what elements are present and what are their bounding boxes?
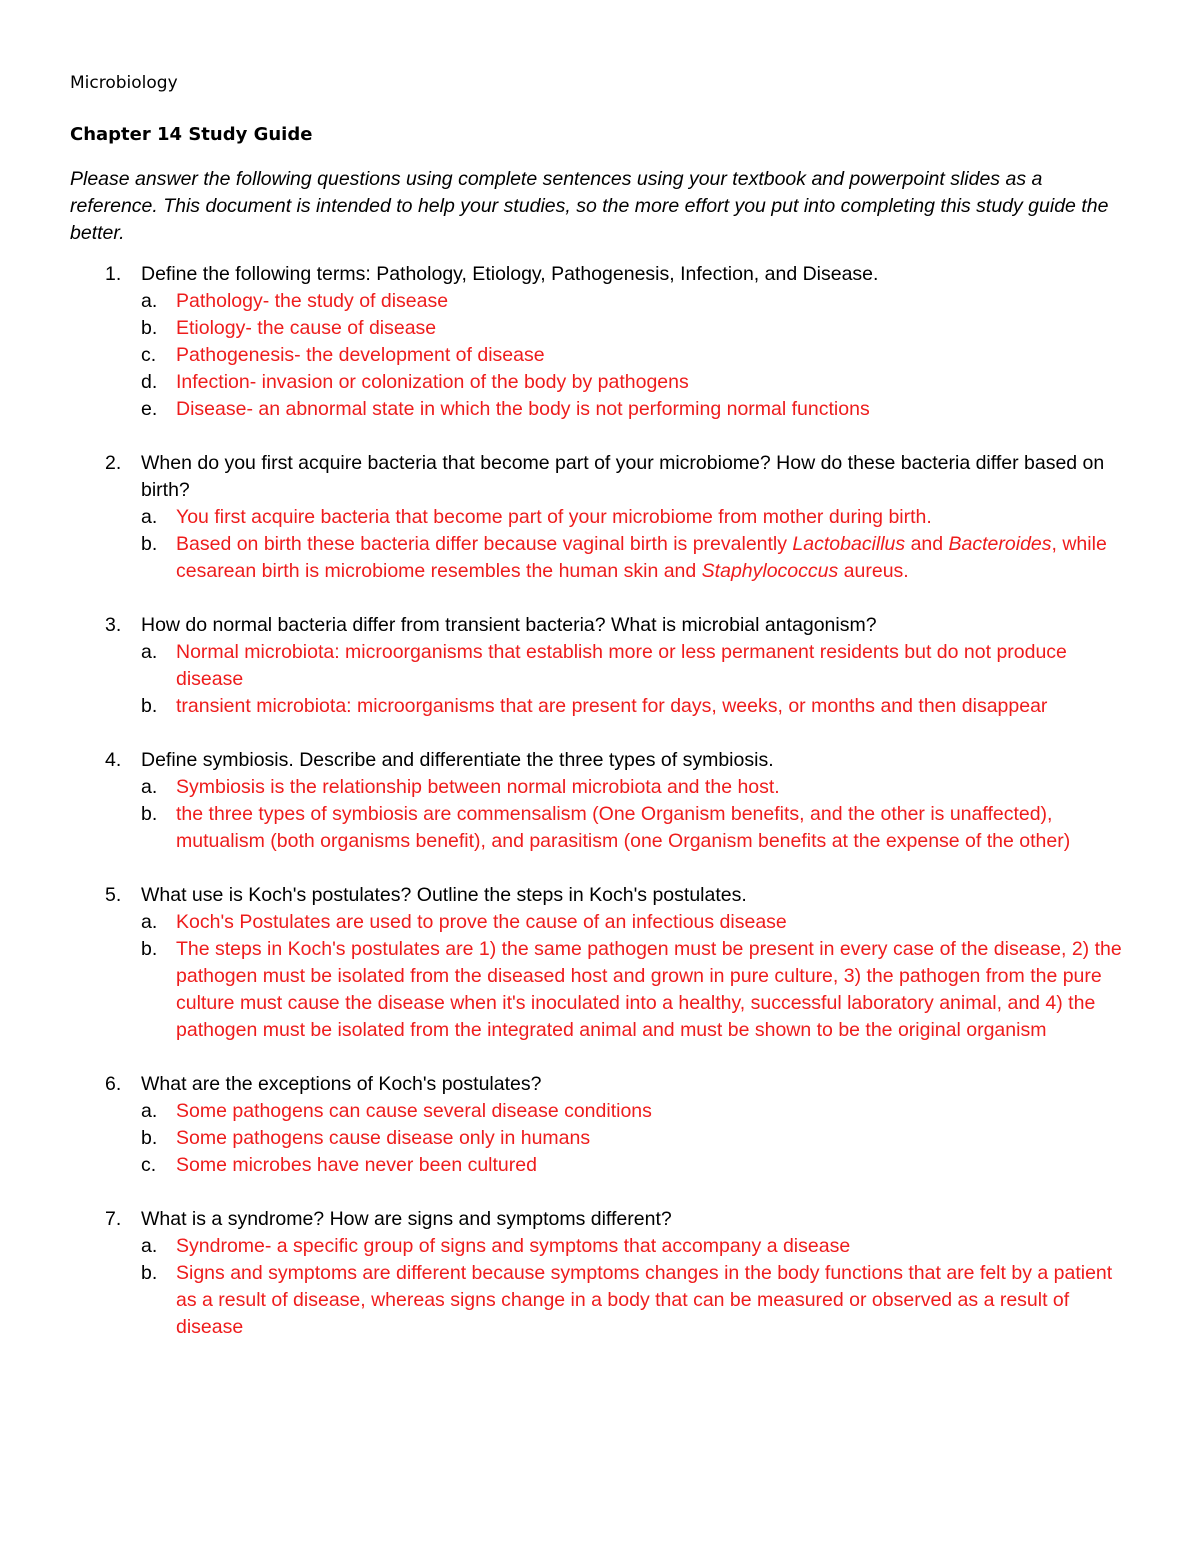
answer-text: transient microbiota: microorganisms that are present for days, weeks, or months and then disappear [176, 695, 1048, 717]
answer-text: the three types of symbiosis are commensalism (One Organism benefits, and the other is unaffected), mutualism (both organisms benefit), and parasitism (one Organism benefits at the expense of the other) [176, 803, 1071, 852]
answer-letter: a. [141, 506, 158, 528]
species-name: Bacteroides [948, 533, 1052, 555]
answer-text: Pathology- the study of disease [176, 290, 449, 312]
question-text: What are the exceptions of Koch's postulates? [141, 1073, 542, 1095]
species-name: Lactobacillus [792, 533, 906, 555]
question-number: 5. [105, 884, 122, 906]
answer-item [0, 639, 1200, 693]
answer-letter: b. [141, 317, 158, 339]
answer-letter: a. [141, 290, 158, 312]
question-number: 7. [105, 1208, 122, 1230]
answer-text: Symbiosis is the relationship between normal microbiota and the host. [176, 776, 780, 798]
answer-text: Infection- invasion or colonization of the body by pathogens [176, 371, 689, 393]
question-number: 6. [105, 1073, 122, 1095]
question-text: How do normal bacteria differ from transient bacteria? What is microbial antagonism? [141, 614, 877, 636]
answer-letter: b. [141, 533, 158, 555]
answer-item [0, 1233, 1200, 1260]
answer-item [0, 909, 1200, 936]
answer-item [0, 531, 1200, 585]
answer-text: Etiology- the cause of disease [176, 317, 437, 339]
question-list [0, 261, 1200, 1368]
instructions-paragraph: Please answer the following questions using complete sentences using your textbook and powerpoint slides as a reference. This document is intended to help your studies, so the more effort you put into completing this study guide the better. [70, 168, 1109, 244]
answer-text: Syndrome- a specific group of signs and symptoms that accompany a disease [176, 1235, 851, 1257]
answer-list [0, 504, 1200, 585]
answer-text: Signs and symptoms are different because symptoms changes in the body functions that are felt by a patient as a result of disease, whereas signs change in a body that can be measured or observed as a result of disease [176, 1262, 1113, 1338]
answer-letter: b. [141, 938, 158, 960]
answer-letter: d. [141, 371, 158, 393]
answer-item [0, 693, 1200, 720]
answer-item [0, 936, 1200, 1044]
question-4 [0, 747, 1200, 855]
answer-letter: e. [141, 398, 158, 420]
answer-text-part: Based on birth these bacteria differ because vaginal birth is prevalently [176, 533, 793, 555]
question-3 [0, 612, 1200, 720]
course-name: Microbiology [70, 73, 178, 93]
answer-item [0, 801, 1200, 855]
answer-item [0, 369, 1200, 396]
answer-item [0, 288, 1200, 315]
question-row [0, 1071, 1200, 1098]
answer-text: Pathogenesis- the development of disease [176, 344, 545, 366]
answer-letter: a. [141, 776, 158, 798]
question-row [0, 261, 1200, 288]
answer-list [0, 909, 1200, 1044]
answer-text: You first acquire bacteria that become part of your microbiome from mother during birth. [176, 506, 932, 528]
answer-letter: b. [141, 695, 158, 717]
answer-text: Disease- an abnormal state in which the body is not performing normal functions [176, 398, 870, 420]
answer-letter: a. [141, 1235, 158, 1257]
question-row [0, 450, 1200, 504]
answer-letter: b. [141, 1262, 158, 1284]
answer-text: Some pathogens cause disease only in humans [176, 1127, 591, 1149]
question-5 [0, 882, 1200, 1044]
answer-letter: a. [141, 1100, 158, 1122]
question-row [0, 612, 1200, 639]
question-row [0, 882, 1200, 909]
answer-text: The steps in Koch's postulates are 1) the same pathogen must be present in every case of the disease, 2) the pathogen must be isolated from the diseased host and grown in pure culture, 3) the pathogen from the pure culture must cause the disease when it's inoculated into a healthy, successful laboratory animal, and 4) the pathogen must be isolated from the integrated animal and must be shown to be the original organism [176, 938, 1122, 1041]
question-text: When do you first acquire bacteria that become part of your microbiome? How do these bacteria differ based on birth? [141, 452, 1105, 501]
answer-item [0, 1260, 1200, 1341]
answer-list [0, 774, 1200, 855]
answer-text-part: and [905, 533, 949, 555]
answer-letter: b. [141, 803, 158, 825]
answer-text-part: , while cesarean birth is microbiome resembles the human skin and [176, 533, 1107, 582]
question-number: 1. [105, 263, 122, 285]
answer-letter: c. [141, 1154, 157, 1176]
question-number: 2. [105, 452, 122, 474]
page-title: Chapter 14 Study Guide [70, 124, 313, 145]
answer-item [0, 1125, 1200, 1152]
answer-letter: a. [141, 641, 158, 663]
question-text: Define the following terms: Pathology, Etiology, Pathogenesis, Infection, and Disease. [141, 263, 879, 285]
question-number: 3. [105, 614, 122, 636]
question-text: Define symbiosis. Describe and differentiate the three types of symbiosis. [141, 749, 774, 771]
answer-item [0, 774, 1200, 801]
answer-item [0, 396, 1200, 423]
question-text: What is a syndrome? How are signs and symptoms different? [141, 1208, 672, 1230]
question-row [0, 747, 1200, 774]
answer-item [0, 1098, 1200, 1125]
answer-letter: a. [141, 911, 158, 933]
question-number: 4. [105, 749, 122, 771]
answer-text: Some microbes have never been cultured [176, 1154, 537, 1176]
answer-item [0, 315, 1200, 342]
answer-letter: c. [141, 344, 157, 366]
answer-letter: b. [141, 1127, 158, 1149]
answer-list [0, 288, 1200, 423]
species-name: Staphylococcus [701, 560, 839, 582]
answer-list [0, 1233, 1200, 1341]
question-7 [0, 1206, 1200, 1341]
question-1 [0, 261, 1200, 423]
answer-text: Koch's Postulates are used to prove the cause of an infectious disease [176, 911, 787, 933]
answer-list [0, 1098, 1200, 1179]
question-text: What use is Koch's postulates? Outline the steps in Koch's postulates. [141, 884, 747, 906]
answer-item [0, 504, 1200, 531]
answer-list [0, 639, 1200, 720]
answer-item [0, 1152, 1200, 1179]
answer-item [0, 342, 1200, 369]
answer-text-part: aureus. [838, 560, 909, 582]
question-6 [0, 1071, 1200, 1179]
answer-text: Normal microbiota: microorganisms that establish more or less permanent residents but do not produce disease [176, 641, 1067, 690]
answer-text: Some pathogens can cause several disease conditions [176, 1100, 652, 1122]
question-row [0, 1206, 1200, 1233]
question-2 [0, 450, 1200, 585]
